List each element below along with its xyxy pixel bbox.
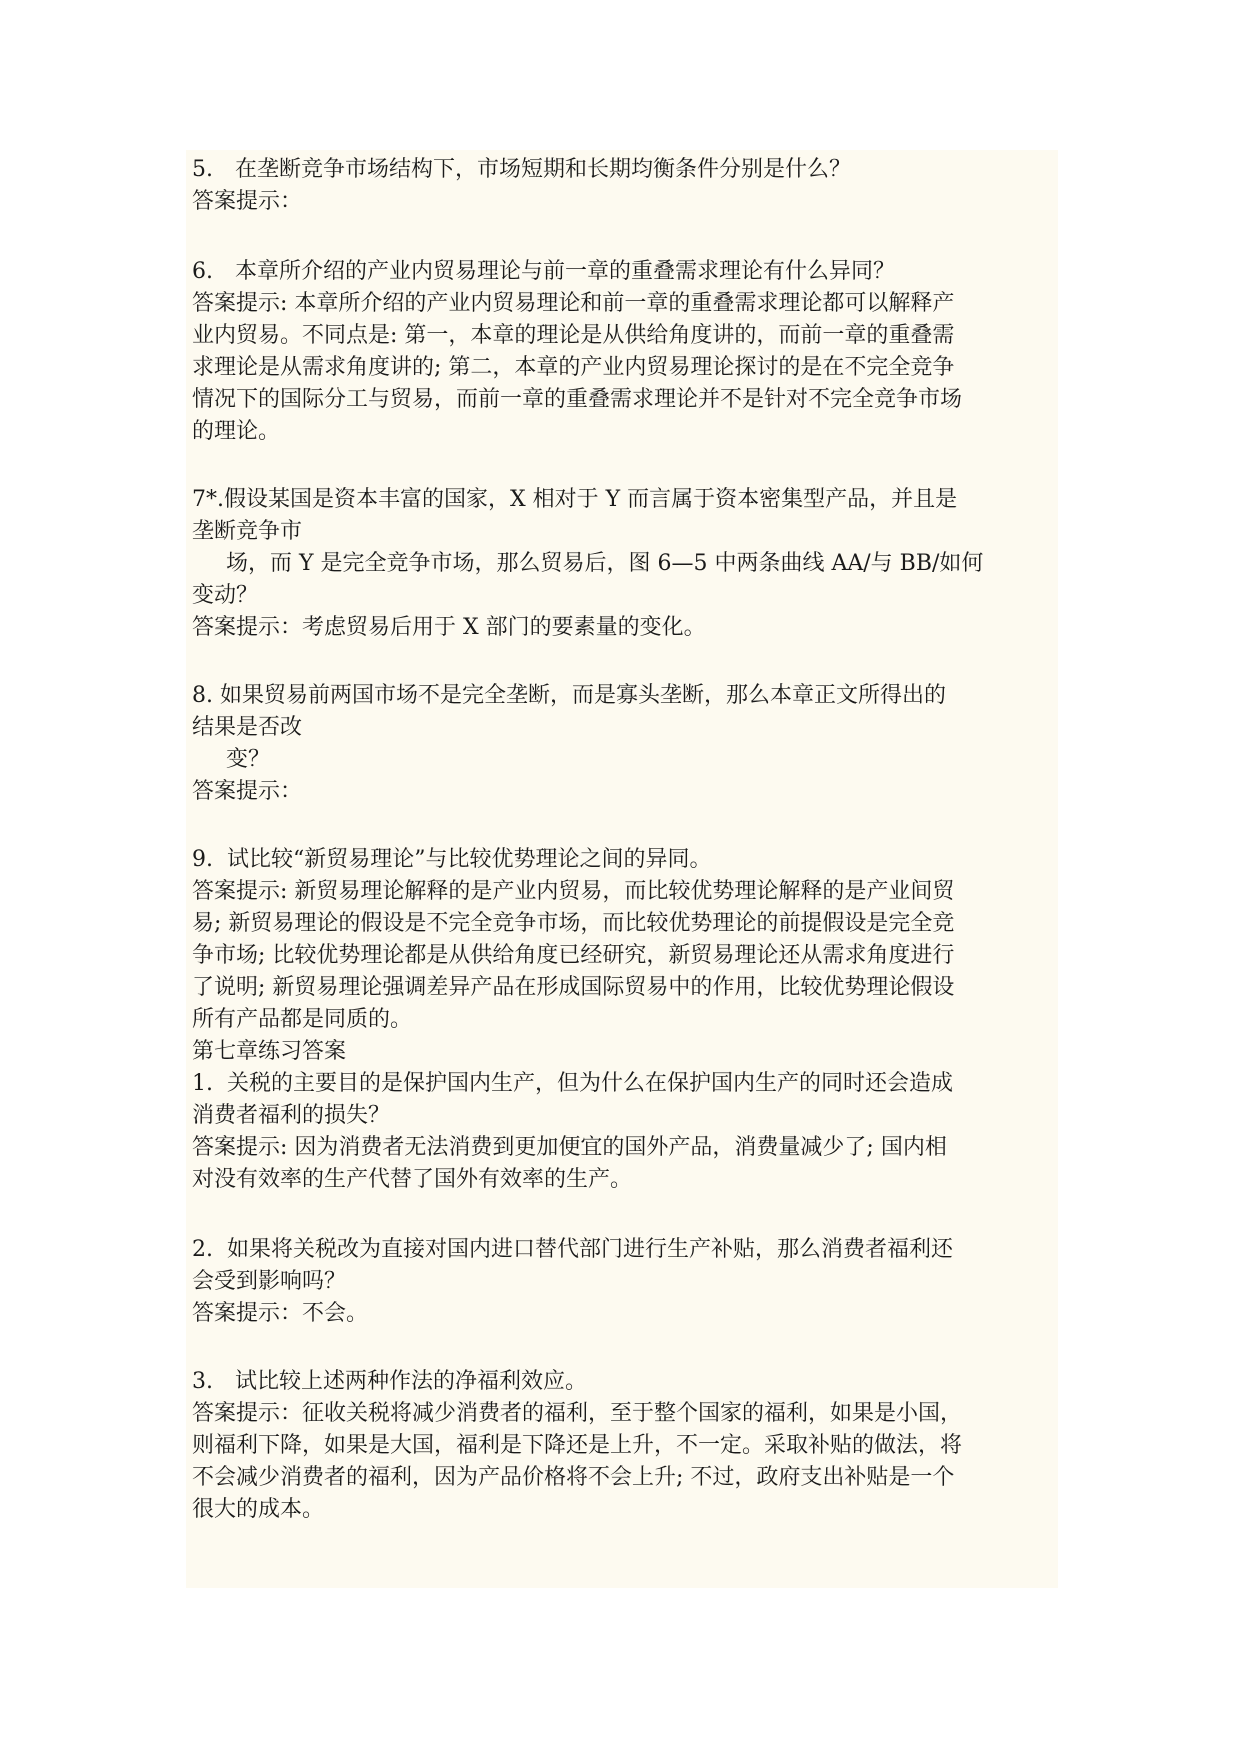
answer-hint-9-line-2: 易; 新贸易理论的假设是不完全竞争市场，而比较优势理论的前提假设是完全竞: [192, 911, 955, 936]
question-6: 6. 本章所介绍的产业内贸易理论与前一章的重叠需求理论有什么异同？: [192, 259, 895, 284]
question-8-line-3: 变？: [226, 747, 271, 772]
question-8-line-1: 8. 如果贸易前两国市场不是完全垄断，而是寡头垄断，那么本章正文所得出的: [192, 683, 946, 708]
answer-hint-8: 答案提示：: [192, 779, 303, 804]
question-7-line-2: 垄断竞争市: [192, 519, 303, 544]
ch7-question-1-line-2: 消费者福利的损失？: [192, 1103, 391, 1128]
ch7-question-2-line-2: 会受到影响吗？: [192, 1269, 347, 1294]
chapter-heading: 第七章练习答案: [192, 1039, 347, 1064]
ch7-answer-hint-2: 答案提示：不会。: [192, 1301, 369, 1326]
answer-hint-9-line-4: 了说明; 新贸易理论强调差异产品在形成国际贸易中的作用，比较优势理论假设: [192, 975, 955, 1000]
ch7-question-3: 3. 试比较上述两种作法的净福利效应。: [192, 1369, 587, 1394]
answer-hint-6-line-2: 业内贸易。不同点是: 第一，本章的理论是从供给角度讲的，而前一章的重叠需: [192, 323, 955, 348]
ch7-answer-hint-3-line-1: 答案提示：征收关税将减少消费者的福利，至于整个国家的福利，如果是小国，: [192, 1401, 963, 1426]
answer-hint-6-line-5: 的理论。: [192, 419, 281, 444]
ch7-question-2-line-1: 2. 如果将关税改为直接对国内进口替代部门进行生产补贴，那么消费者福利还: [192, 1237, 953, 1262]
ch7-question-1-line-1: 1. 关税的主要目的是保护国内生产，但为什么在保护国内生产的同时还会造成: [192, 1071, 953, 1096]
answer-hint-6-line-3: 求理论是从需求角度讲的; 第二，本章的产业内贸易理论探讨的是在不完全竞争: [192, 355, 955, 380]
question-7-line-4: 变动？: [192, 583, 259, 608]
ch7-answer-hint-1-line-1: 答案提示: 因为消费者无法消费到更加便宜的国外产品，消费量减少了; 国内相: [192, 1135, 947, 1160]
answer-hint-6-line-1: 答案提示: 本章所介绍的产业内贸易理论和前一章的重叠需求理论都可以解释产: [192, 291, 955, 316]
answer-hint-9-line-3: 争市场; 比较优势理论都是从供给角度已经研究，新贸易理论还从需求角度进行: [192, 943, 955, 968]
document-page: [186, 150, 1058, 1588]
answer-hint-5: 答案提示：: [192, 189, 303, 214]
ch7-answer-hint-1-line-2: 对没有效率的生产代替了国外有效率的生产。: [192, 1167, 633, 1192]
question-8-line-2: 结果是否改: [192, 715, 303, 740]
question-9: 9. 试比较“新贸易理论”与比较优势理论之间的异同。: [192, 847, 712, 872]
ch7-answer-hint-3-line-4: 很大的成本。: [192, 1497, 325, 1522]
answer-hint-9-line-1: 答案提示: 新贸易理论解释的是产业内贸易，而比较优势理论解释的是产业间贸: [192, 879, 955, 904]
question-5: 5. 在垄断竞争市场结构下，市场短期和长期均衡条件分别是什么？: [192, 157, 851, 182]
answer-hint-9-line-5: 所有产品都是同质的。: [192, 1007, 413, 1032]
ch7-answer-hint-3-line-2: 则福利下降，如果是大国，福利是下降还是上升，不一定。采取补贴的做法，将: [192, 1433, 963, 1458]
answer-hint-7: 答案提示：考虑贸易后用于 X 部门的要素量的变化。: [192, 615, 706, 640]
answer-hint-6-line-4: 情况下的国际分工与贸易，而前一章的重叠需求理论并不是针对不完全竞争市场: [192, 387, 963, 412]
question-7-line-1: 7*.假设某国是资本丰富的国家，X 相对于 Y 而言属于资本密集型产品，并且是: [192, 487, 958, 512]
question-7-line-3: 场，而 Y 是完全竞争市场，那么贸易后，图 6—5 中两条曲线 AA/与 BB/如何: [226, 551, 984, 576]
ch7-answer-hint-3-line-3: 不会减少消费者的福利，因为产品价格将不会上升; 不过，政府支出补贴是一个: [192, 1465, 955, 1490]
